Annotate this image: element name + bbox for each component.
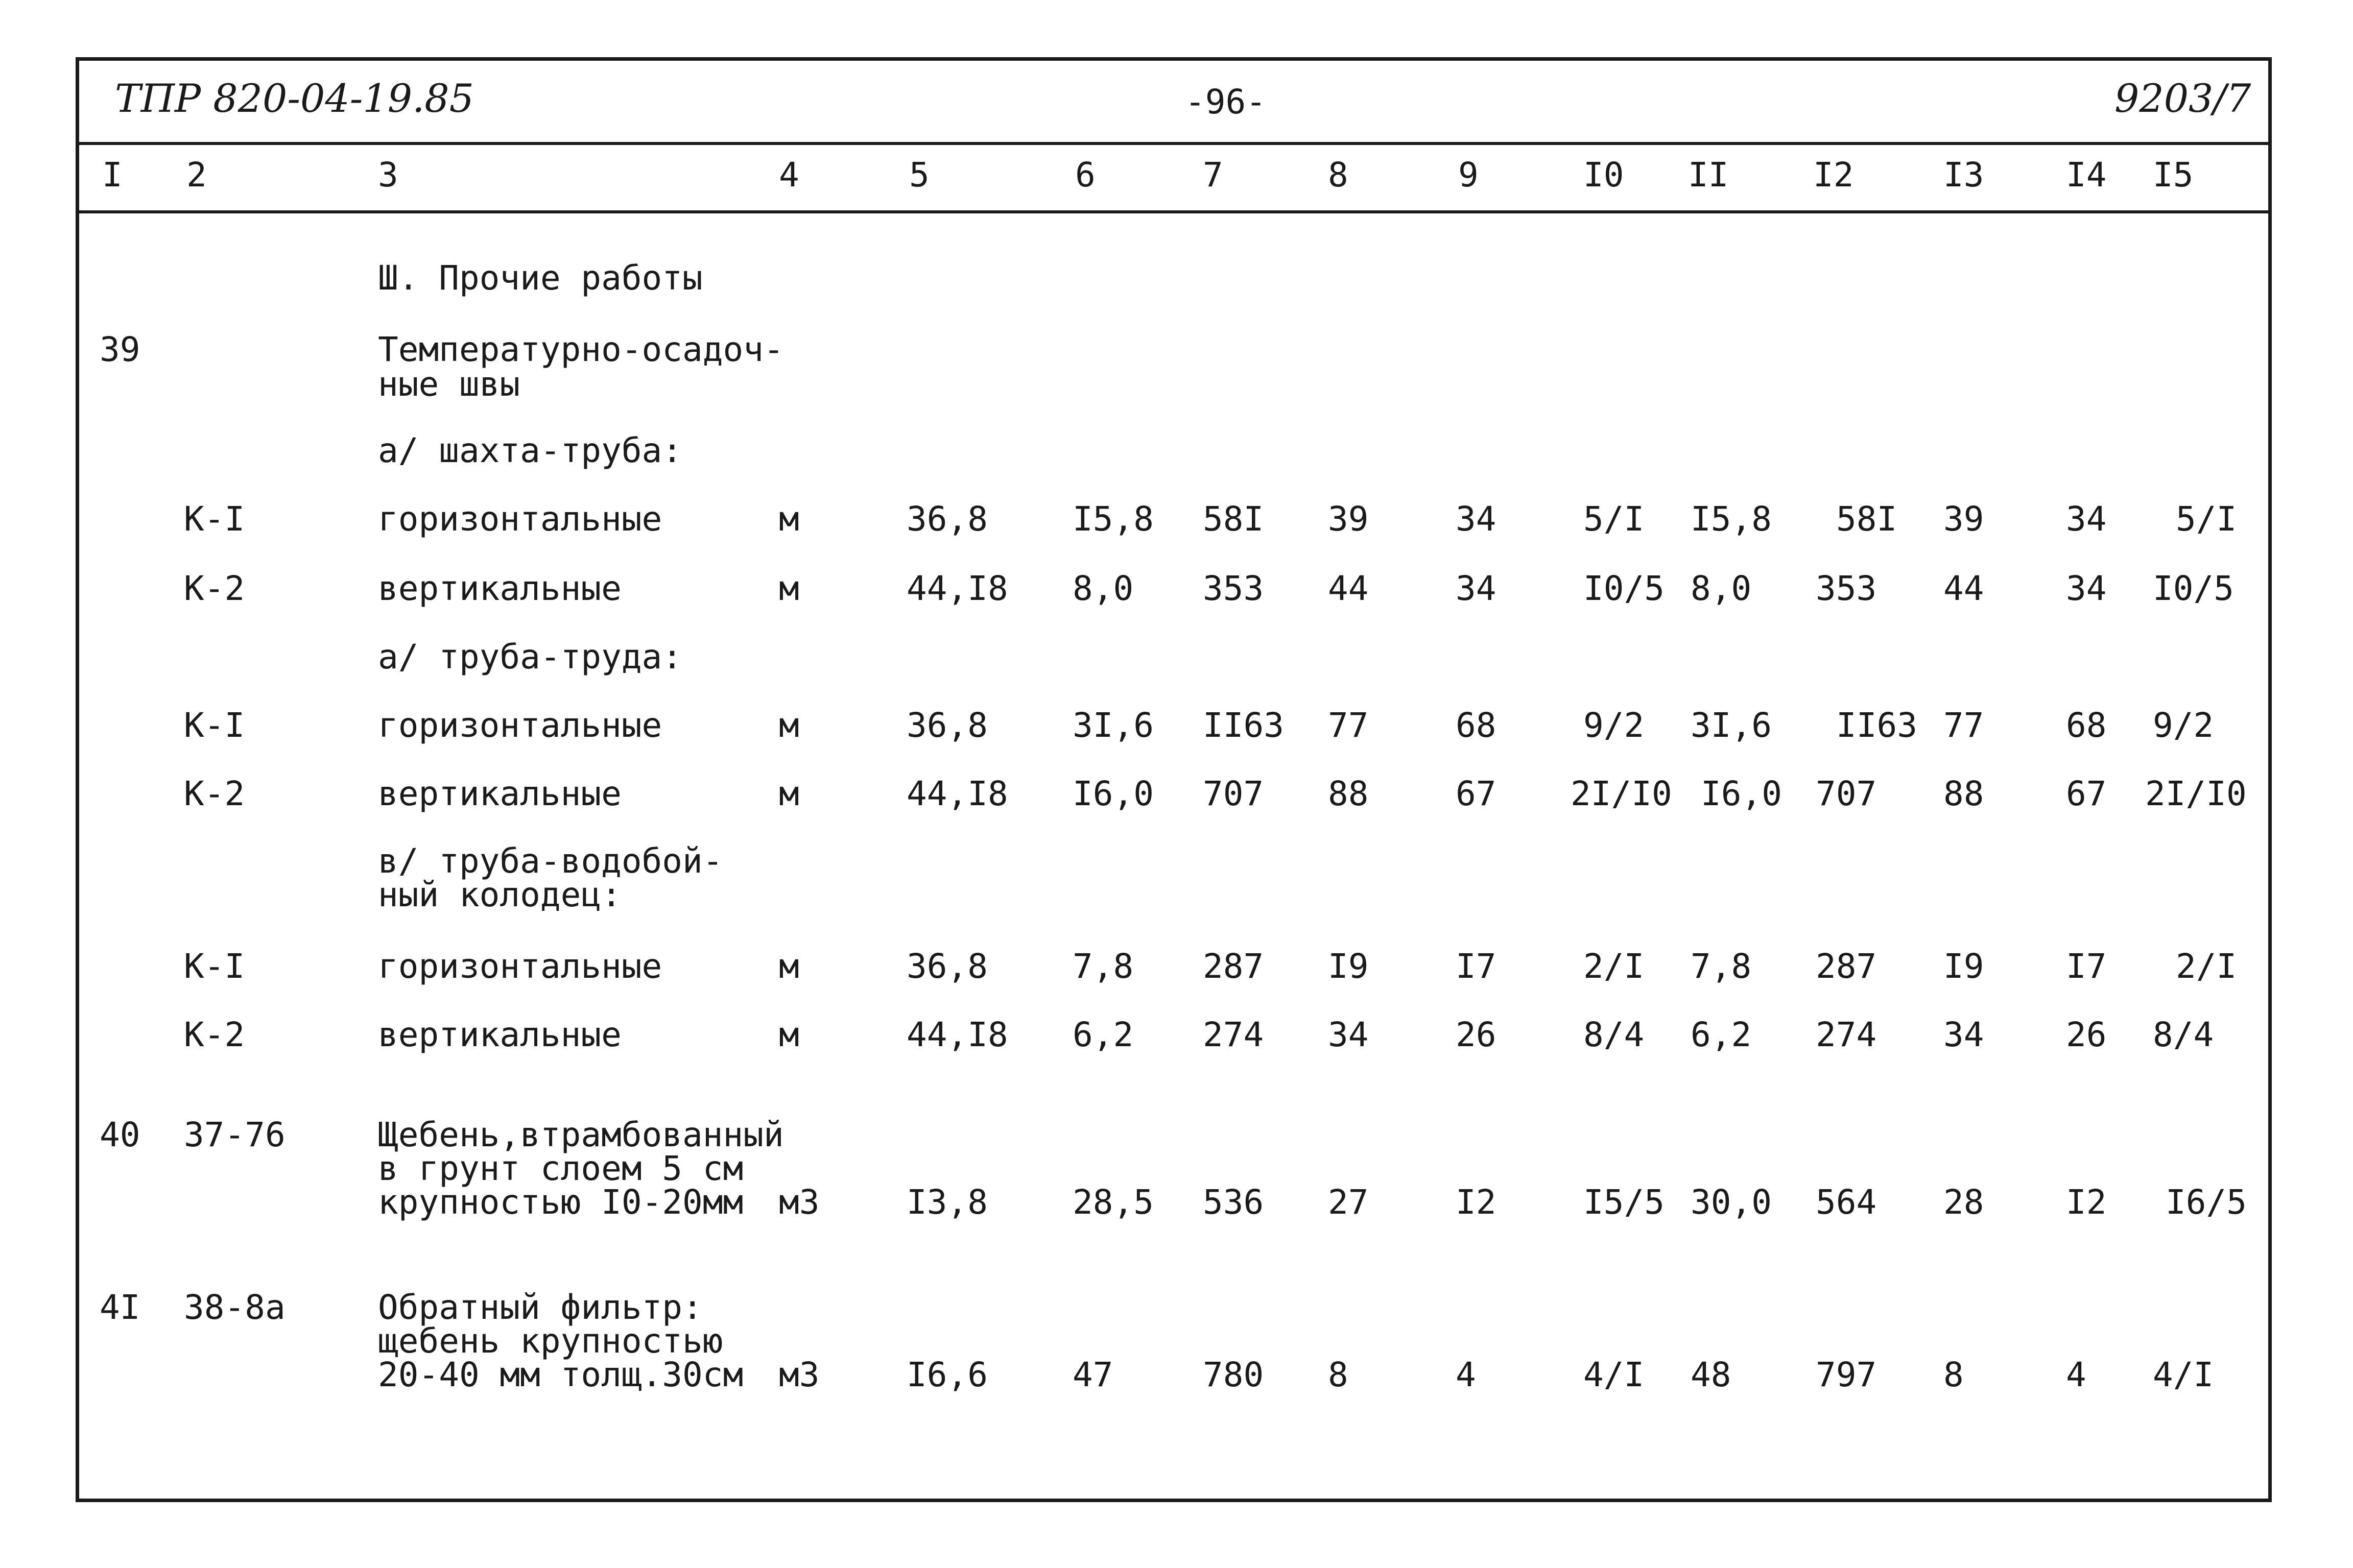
cell-value: I9 — [1943, 947, 1984, 986]
cell-value: I6,6 — [907, 1355, 988, 1394]
item-name: в грунт слоем 5 см — [378, 1149, 744, 1188]
cell-value: 58I — [1836, 499, 1897, 539]
cell-value: 9/2 — [2153, 706, 2214, 745]
cell-value: 88 — [1328, 774, 1369, 813]
cell-name: горизонтальные — [378, 499, 662, 539]
column-header: 2 — [186, 155, 207, 195]
cell-value: 4 — [1456, 1355, 1476, 1394]
cell-value: 536 — [1203, 1183, 1264, 1222]
cell-value: 77 — [1328, 706, 1369, 745]
column-header: I3 — [1943, 155, 1984, 195]
cell-value: 8 — [1328, 1355, 1348, 1394]
column-header: I0 — [1583, 155, 1624, 195]
column-header-divider — [76, 210, 2272, 213]
item-name: ные швы — [378, 365, 520, 404]
cell-value: 6,2 — [1691, 1015, 1752, 1054]
cell-name: горизонтальные — [378, 706, 662, 745]
cell-value: 3I,6 — [1691, 706, 1772, 745]
cell-value: 36,8 — [907, 706, 988, 745]
cell-value: 39 — [1943, 499, 1984, 539]
cell-value: 8/4 — [2153, 1015, 2214, 1054]
cell-value: 274 — [1816, 1015, 1877, 1054]
cell-code: К-I — [184, 947, 245, 986]
header-divider — [76, 142, 2272, 145]
cell-value: 44 — [1943, 569, 1984, 608]
cell-code: 38-8а — [184, 1288, 286, 1327]
cell-value: 8/4 — [1583, 1015, 1645, 1054]
cell-value: 353 — [1816, 569, 1877, 608]
cell-value: 34 — [2066, 499, 2107, 539]
item-name: Обратный фильтр: — [378, 1288, 703, 1327]
cell-name: вертикальные — [378, 1015, 622, 1054]
cell-code: К-2 — [184, 774, 245, 813]
item-name: крупностью I0-20мм — [378, 1183, 744, 1222]
cell-value: I5/5 — [1583, 1183, 1665, 1222]
column-header: 8 — [1328, 155, 1348, 195]
cell-value: I9 — [1328, 947, 1369, 986]
cell-value: II63 — [1836, 706, 1917, 745]
column-header: II — [1688, 155, 1729, 195]
cell-value: 48 — [1691, 1355, 1731, 1394]
cell-value: I6,0 — [1073, 774, 1154, 813]
cell-value: 44,I8 — [907, 774, 1008, 813]
document-code: ТПР 820-04-19.85 — [115, 76, 474, 121]
cell-value: 28 — [1943, 1183, 1984, 1222]
cell-value: 67 — [1456, 774, 1496, 813]
cell-value: I0/5 — [2153, 569, 2234, 608]
cell-value: 47 — [1073, 1355, 1113, 1394]
item-name: Температурно-осадоч- — [378, 330, 784, 369]
sheet-number: 9203/7 — [2114, 76, 2251, 121]
cell-unit: м — [779, 774, 799, 813]
cell-unit: м3 — [779, 1183, 820, 1222]
cell-code: К-2 — [184, 569, 245, 608]
column-header: I — [102, 155, 123, 195]
cell-value: I5,8 — [1073, 499, 1154, 539]
section-title: Ш. Прочие работы — [378, 258, 703, 298]
cell-value: 39 — [1328, 499, 1369, 539]
cell-name: вертикальные — [378, 774, 622, 813]
cell-value: 77 — [1943, 706, 1984, 745]
cell-value: 797 — [1816, 1355, 1877, 1394]
cell-value: 5/I — [1583, 499, 1645, 539]
cell-value: I2 — [2066, 1183, 2107, 1222]
cell-value: 88 — [1943, 774, 1984, 813]
column-header: I4 — [2066, 155, 2107, 195]
cell-value: 34 — [1456, 569, 1496, 608]
cell-value: 26 — [1456, 1015, 1496, 1054]
column-header: 5 — [909, 155, 930, 195]
column-header: 9 — [1458, 155, 1479, 195]
cell-value: 67 — [2066, 774, 2107, 813]
cell-value: 44 — [1328, 569, 1369, 608]
cell-value: 707 — [1816, 774, 1877, 813]
cell-value: 2/I — [1583, 947, 1645, 986]
cell-value: 4 — [2066, 1355, 2086, 1394]
cell-value: 274 — [1203, 1015, 1264, 1054]
subsection-title: а/ труба-труда: — [378, 637, 683, 677]
cell-value: I0/5 — [1583, 569, 1665, 608]
cell-value: 27 — [1328, 1183, 1369, 1222]
subsection-title: ный колодец: — [378, 875, 622, 914]
cell-name: горизонтальные — [378, 947, 662, 986]
cell-value: 44,I8 — [907, 569, 1008, 608]
cell-value: 2I/I0 — [2145, 774, 2247, 813]
cell-unit: м — [779, 947, 799, 986]
cell-value: I5,8 — [1691, 499, 1772, 539]
item-number: 4I — [100, 1288, 140, 1327]
cell-value: 564 — [1816, 1183, 1877, 1222]
cell-value: I6/5 — [2166, 1183, 2247, 1222]
cell-value: 707 — [1203, 774, 1264, 813]
cell-value: 36,8 — [907, 947, 988, 986]
cell-value: 34 — [1943, 1015, 1984, 1054]
cell-value: 287 — [1203, 947, 1264, 986]
column-header: 7 — [1203, 155, 1223, 195]
cell-value: 30,0 — [1691, 1183, 1772, 1222]
item-name: Щебень,втрамбованный — [378, 1115, 784, 1154]
column-header: 6 — [1075, 155, 1096, 195]
cell-value: 5/I — [2176, 499, 2237, 539]
cell-value: I2 — [1456, 1183, 1496, 1222]
cell-value: 34 — [1328, 1015, 1369, 1054]
subsection-title: а/ шахта-труба: — [378, 431, 683, 470]
column-header: 3 — [378, 155, 398, 195]
cell-value: 68 — [2066, 706, 2107, 745]
cell-value: I3,8 — [907, 1183, 988, 1222]
item-name: щебень крупностью — [378, 1321, 723, 1361]
cell-value: 4/I — [2153, 1355, 2214, 1394]
cell-code: К-I — [184, 706, 245, 745]
cell-code: К-2 — [184, 1015, 245, 1054]
column-header: I5 — [2153, 155, 2194, 195]
cell-unit: м — [779, 1015, 799, 1054]
column-header: 4 — [779, 155, 799, 195]
column-header: I2 — [1813, 155, 1854, 195]
cell-value: 3I,6 — [1073, 706, 1154, 745]
cell-value: I7 — [1456, 947, 1496, 986]
cell-value: I6,0 — [1701, 774, 1782, 813]
cell-unit: м — [779, 569, 799, 608]
page-number: -96- — [1185, 82, 1266, 122]
item-name: 20-40 мм толщ.30см — [378, 1355, 744, 1394]
cell-value: 7,8 — [1073, 947, 1134, 986]
cell-value: II63 — [1203, 706, 1284, 745]
cell-value: 9/2 — [1583, 706, 1645, 745]
cell-value: 8 — [1943, 1355, 1964, 1394]
cell-value: 287 — [1816, 947, 1877, 986]
item-number: 39 — [100, 330, 140, 369]
subsection-title: в/ труба-водобой- — [378, 841, 723, 881]
cell-value: 780 — [1203, 1355, 1264, 1394]
cell-code: К-I — [184, 499, 245, 539]
cell-value: 26 — [2066, 1015, 2107, 1054]
cell-value: I7 — [2066, 947, 2107, 986]
cell-value: 4/I — [1583, 1355, 1645, 1394]
cell-name: вертикальные — [378, 569, 622, 608]
cell-value: 34 — [1456, 499, 1496, 539]
cell-value: 34 — [2066, 569, 2107, 608]
item-number: 40 — [100, 1115, 140, 1154]
cell-value: 2I/I0 — [1571, 774, 1672, 813]
cell-unit: м — [779, 499, 799, 539]
cell-unit: м — [779, 706, 799, 745]
cell-value: 58I — [1203, 499, 1264, 539]
cell-value: 6,2 — [1073, 1015, 1134, 1054]
cell-code: 37-76 — [184, 1115, 286, 1154]
cell-value: 2/I — [2176, 947, 2237, 986]
cell-value: 7,8 — [1691, 947, 1752, 986]
cell-value: 28,5 — [1073, 1183, 1154, 1222]
cell-unit: м3 — [779, 1355, 820, 1394]
cell-value: 8,0 — [1073, 569, 1134, 608]
cell-value: 8,0 — [1691, 569, 1752, 608]
cell-value: 36,8 — [907, 499, 988, 539]
cell-value: 68 — [1456, 706, 1496, 745]
cell-value: 44,I8 — [907, 1015, 1008, 1054]
cell-value: 353 — [1203, 569, 1264, 608]
